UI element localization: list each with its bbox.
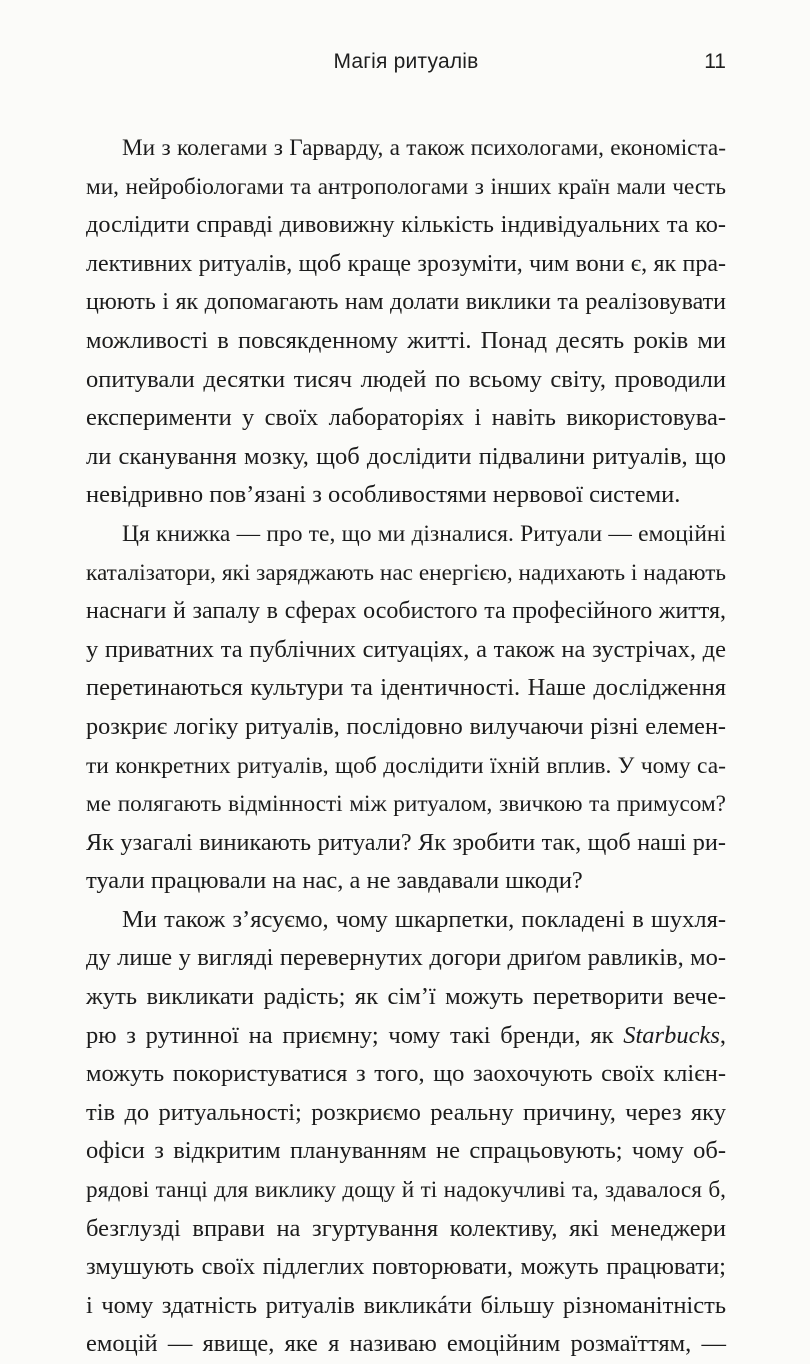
text-line: жуть викликати радість; як сім’ї можуть перетворити вече- bbox=[86, 983, 726, 1011]
text-line: емоцій — явище, яке я називаю емоційним розмаїттям, — bbox=[86, 1330, 726, 1358]
text-line: і чому здатність ритуалів викликáти більшу різноманітність bbox=[86, 1291, 726, 1319]
text-line: змушують своїх підлеглих повторювати, можуть працювати; bbox=[86, 1253, 726, 1281]
text-line: можуть покористуватися з того, що заохочують своїх клієн- bbox=[86, 1060, 726, 1088]
text-line: експерименти у своїх лабораторіях і навіть використовува- bbox=[86, 404, 726, 432]
text-line: Як узагалі виникають ритуали? Як зробити так, щоб наші ри- bbox=[86, 828, 726, 856]
text-line: перетинаються культури та ідентичності. Наше дослідження bbox=[86, 674, 726, 702]
text-line: Ми з колегами з Гарварду, а також психологами, економіста- bbox=[122, 135, 726, 161]
text-line: можливості в повсякденному житті. Понад десять років ми bbox=[86, 326, 726, 354]
text-line: цюють і як допомагають нам долати виклики та реалізовувати bbox=[86, 289, 726, 316]
paragraph-3 bbox=[86, 901, 726, 1364]
brand-name: Starbucks bbox=[623, 1021, 720, 1049]
body-text bbox=[86, 129, 726, 1364]
text-line: ду лише у вигляді перевернутих догори дриґом равликів, мо- bbox=[86, 944, 726, 972]
paragraph-1 bbox=[86, 129, 726, 515]
text-line: лективних ритуалів, щоб краще зрозуміти, чим вони є, як пра- bbox=[86, 250, 726, 277]
text-line: тів до ритуальності; розкриємо реальну причину, через яку bbox=[86, 1098, 726, 1126]
text-line-with-brand bbox=[86, 1017, 726, 1056]
page-number: 11 bbox=[704, 50, 726, 73]
running-head bbox=[86, 50, 726, 80]
text-line: Ця книжка — про те, що ми дізналися. Ритуали — емоційні bbox=[122, 520, 726, 547]
text-line: розкриє логіку ритуалів, послідовно вилучаючи різні елемен- bbox=[86, 712, 726, 740]
text-line: невідривно пов’язані з особливостями нервової системи. bbox=[86, 481, 681, 509]
text-line: офіси з відкритим плануванням не спрацьовують; чому об- bbox=[86, 1137, 726, 1165]
text-line-part: рю з рутинної на приємну; чому такі бренди, як bbox=[86, 1021, 624, 1049]
text-line: каталізатори, які заряджають нас енергією, надихають і надають bbox=[86, 559, 726, 586]
paragraph-2 bbox=[86, 515, 726, 901]
text-line: дослідити справді дивовижну кількість індивідуальних та ко- bbox=[86, 211, 726, 239]
text-line: ли сканування мозку, щоб дослідити підвалини ритуалів, що bbox=[86, 442, 726, 470]
text-line: наснаги й запалу в сферах особистого та професійного життя, bbox=[86, 598, 726, 625]
text-line: рядові танці для виклику дощу й ті надокучливі та, здавалося б, bbox=[86, 1177, 726, 1204]
text-line: у приватних та публічних ситуаціях, а також на зустрічах, де bbox=[86, 635, 726, 663]
text-line: безглузді вправи на згуртування колективу, які менеджери bbox=[86, 1214, 726, 1242]
text-line: туали працювали на нас, а не завдавали шкоди? bbox=[86, 867, 583, 895]
text-line: ме полягають відмінності між ритуалом, звичкою та примусом? bbox=[86, 791, 726, 818]
text-line: ти конкретних ритуалів, щоб дослідити їхній вплив. У чому са- bbox=[86, 752, 726, 779]
running-title: Магія ритуалів bbox=[333, 50, 479, 73]
text-line: опитували десятки тисяч людей по всьому світу, проводили bbox=[86, 365, 726, 393]
text-line: Ми також з’ясуємо, чому шкарпетки, покладені в шухля- bbox=[122, 905, 726, 933]
text-line: ми, нейробіологами та антропологами з інших країн мали честь bbox=[86, 173, 726, 200]
brand-suffix: , bbox=[719, 1021, 726, 1049]
